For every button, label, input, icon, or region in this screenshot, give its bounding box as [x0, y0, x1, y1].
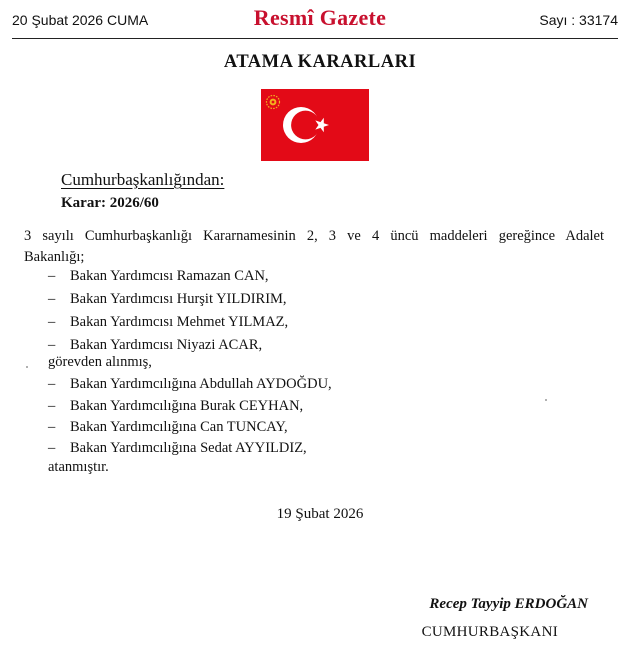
list-item	[48, 268, 269, 285]
header-date: 20 Şubat 2026 CUMA	[12, 12, 149, 28]
list-item	[48, 376, 332, 393]
list-item-text: Bakan Yardımcılığına Sedat AYYILDIZ,	[70, 440, 307, 456]
list-dash: –	[48, 268, 56, 284]
list-item-text: Bakan Yardımcısı Ramazan CAN,	[70, 268, 269, 284]
turkish-flag-icon	[261, 89, 369, 161]
gazette-title: Resmî Gazete	[253, 5, 387, 30]
issuing-office: Cumhurbaşkanlığından:	[61, 170, 225, 189]
list-item-text: Bakan Yardımcısı Hurşit YILDIRIM,	[70, 291, 287, 307]
decision-number: Karar: 2026/60	[61, 195, 159, 211]
list-item	[48, 398, 303, 415]
list-dash: –	[48, 419, 56, 435]
scan-speck	[545, 399, 547, 401]
list-dash: –	[48, 376, 56, 392]
list-item-text: Bakan Yardımcılığına Can TUNCAY,	[70, 419, 288, 435]
list-item-text: Bakan Yardımcısı Niyazi ACAR,	[70, 337, 263, 353]
header-divider	[12, 38, 618, 39]
list-dash: –	[48, 314, 56, 330]
list-item-text: Bakan Yardımcılığına Abdullah AYDOĞDU,	[70, 376, 332, 392]
issue-number: Sayı : 33174	[539, 12, 618, 28]
appointed-suffix: atanmıştır.	[48, 459, 109, 475]
list-item	[48, 314, 288, 331]
signer-name: Recep Tayyip ERDOĞAN	[429, 596, 588, 612]
signer-title: CUMHURBAŞKANI	[421, 624, 558, 640]
list-item	[48, 440, 307, 457]
list-item-text: Bakan Yardımcılığına Burak CEYHAN,	[70, 398, 304, 414]
list-item	[48, 291, 287, 308]
intro-line-1: 3 sayılı Cumhurbaşkanlığı Kararnamesinin 2, 3 ve 4 üncü maddeleri gereğince Adalet	[24, 228, 604, 244]
list-dash: –	[48, 398, 56, 414]
dismissed-suffix: görevden alınmış,	[48, 354, 152, 370]
list-dash: –	[48, 291, 56, 307]
document-title: ATAMA KARARLARI	[223, 52, 417, 72]
gazette-header	[0, 0, 640, 40]
list-item-text: Bakan Yardımcısı Mehmet YILMAZ,	[70, 314, 289, 330]
list-dash: –	[48, 337, 56, 353]
list-item	[48, 337, 262, 354]
intro-paragraph	[24, 226, 604, 268]
decision-date: 19 Şubat 2026	[276, 506, 364, 522]
list-dash: –	[48, 440, 56, 456]
intro-line-2: Bakanlığı;	[24, 249, 85, 265]
scan-speck	[26, 366, 28, 368]
list-item	[48, 419, 288, 436]
